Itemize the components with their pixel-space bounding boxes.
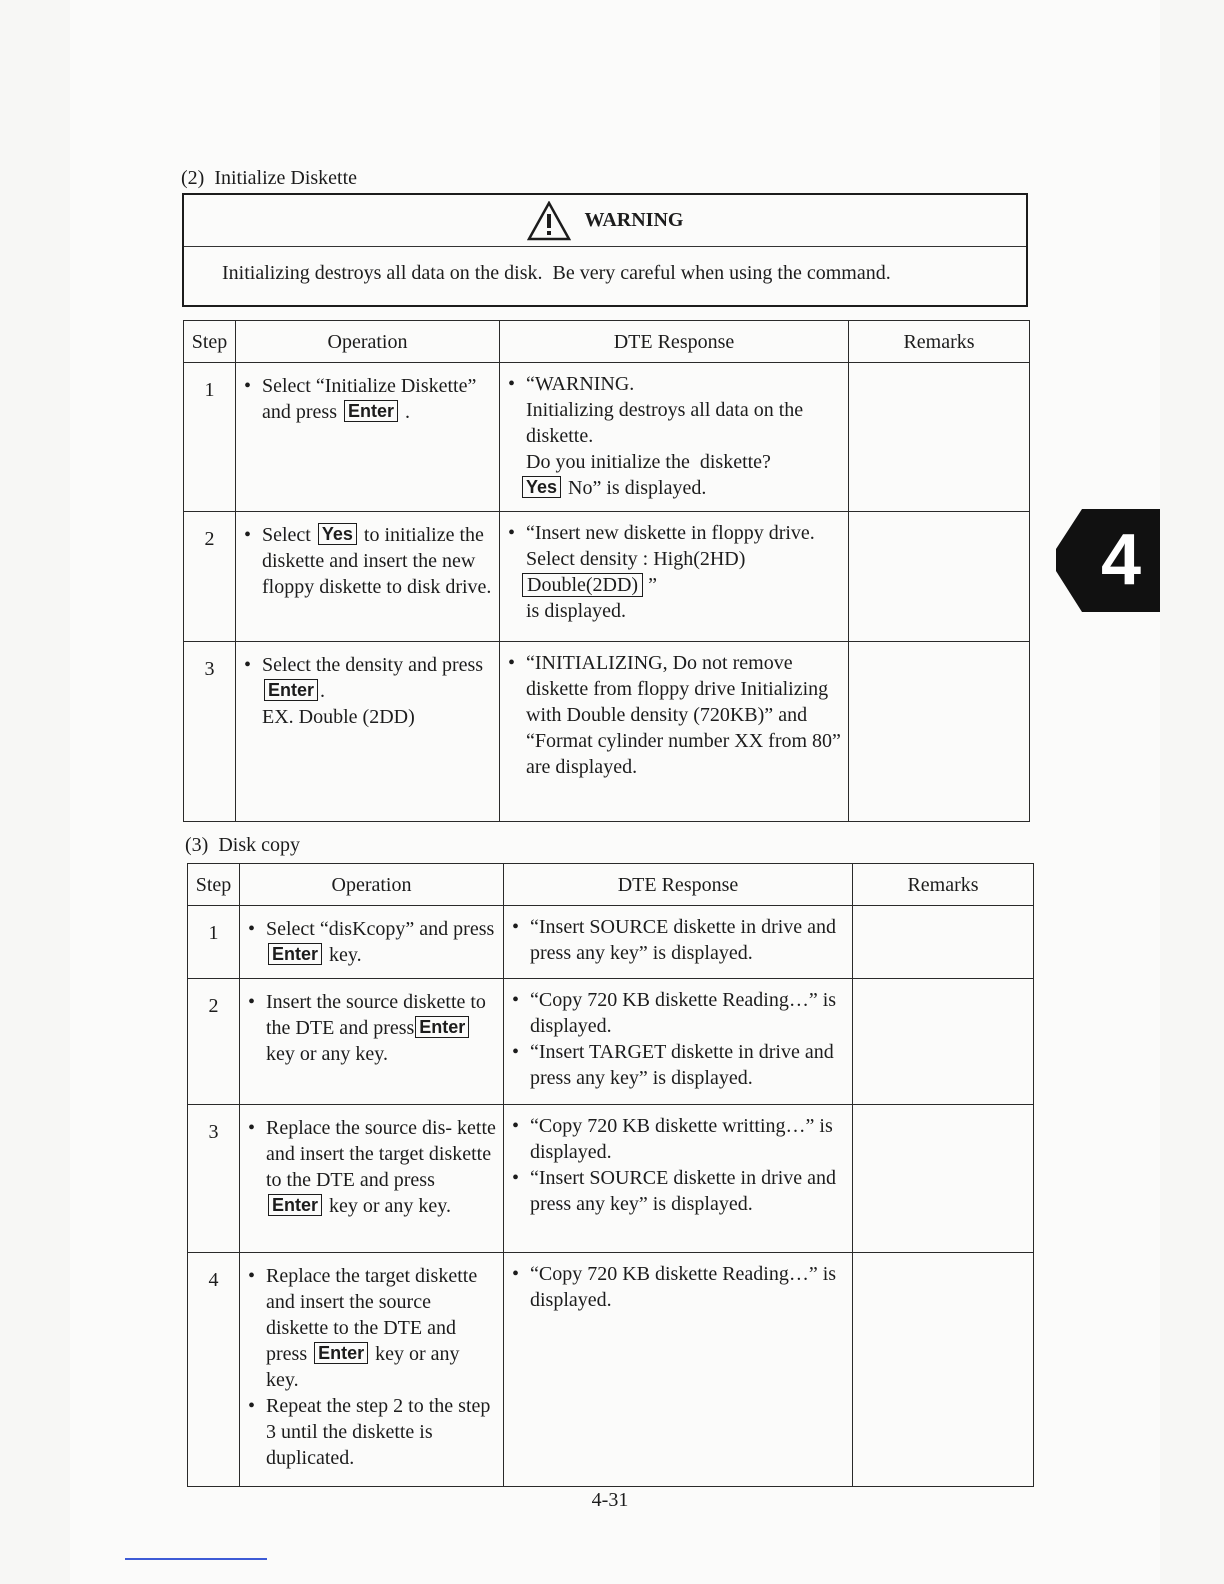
- response-line: “WARNING.: [526, 373, 635, 395]
- operation-text: Select “disKcopy” and press: [266, 918, 495, 940]
- operation-text: Replace the source dis- kette and insert the target diskette to the DTE and press: [266, 1117, 496, 1191]
- warning-triangle-icon: [527, 201, 571, 241]
- warning-text: Initializing destroys all data on the disk. Be very careful when using the command.: [222, 262, 891, 284]
- section-2-title: (2) Initialize Diskette: [181, 167, 358, 189]
- operation-text: key or any key.: [266, 1043, 388, 1065]
- remarks-cell: [853, 979, 1034, 1105]
- chapter-tab-marker: [1056, 509, 1160, 612]
- operation-text: .: [405, 401, 410, 423]
- operation-text: Repeat the step 2 to the step 3 until the diskette is duplicated.: [266, 1395, 491, 1469]
- yes-key-label: Yes: [318, 523, 357, 545]
- operation-cell: • Select the density and press Enter . EX. Double (2DD): [236, 642, 500, 822]
- table-row: [188, 906, 1034, 979]
- page-number: 4-31: [591, 1489, 629, 1511]
- response-text: “Insert TARGET diskette in drive and press any key” is displayed.: [530, 1041, 834, 1089]
- response-cell: • “Insert SOURCE diskette in drive and press any key” is displayed.: [504, 906, 853, 979]
- remarks-cell: [849, 642, 1030, 822]
- operation-text: Replace the target diskette and insert the source diskette to the DTE and press: [266, 1265, 478, 1365]
- response-cell: • “Insert new diskette in floppy drive. Select density : High(2HD) Double(2DD) ” is displayed.: [500, 512, 849, 642]
- response-line: No” is displayed.: [568, 477, 707, 499]
- enter-key-label: Enter: [268, 1194, 322, 1216]
- header-remarks: Remarks: [853, 864, 1034, 906]
- enter-key-label: Enter: [344, 400, 398, 422]
- header-operation: Operation: [236, 321, 500, 363]
- operation-example: EX. Double (2DD): [262, 706, 415, 728]
- warning-header: [184, 195, 1026, 247]
- response-text: “Insert SOURCE diskette in drive and press any key” is displayed.: [530, 916, 837, 964]
- enter-key-label: Enter: [415, 1016, 469, 1038]
- remarks-cell: [849, 363, 1030, 512]
- step-number: 2: [184, 512, 236, 642]
- warning-box: [182, 193, 1028, 307]
- header-operation: Operation: [240, 864, 504, 906]
- response-text: “Insert SOURCE diskette in drive and press any key” is displayed.: [530, 1167, 837, 1215]
- operation-cell: • Select “disKcopy” and press Enter key.: [240, 906, 504, 979]
- operation-cell: • Select “Initialize Diskette” and press Enter .: [236, 363, 500, 512]
- header-remarks: Remarks: [849, 321, 1030, 363]
- response-cell: • “Copy 720 KB diskette Reading…” is displayed.: [504, 1253, 853, 1487]
- footer-rule: [125, 1558, 267, 1560]
- response-text: “Copy 720 KB diskette writting…” is displayed.: [530, 1115, 833, 1163]
- response-cell: • “INITIALIZING, Do not remove diskette from floppy drive Initializing with Double density (720KB)” and “Format cylinder number XX from 80” are displayed.: [500, 642, 849, 822]
- table-row: [188, 979, 1034, 1105]
- step-number: 4: [188, 1253, 240, 1487]
- warning-heading: WARNING: [584, 209, 684, 231]
- header-dte-response: DTE Response: [500, 321, 849, 363]
- enter-key-label: Enter: [268, 943, 322, 965]
- operation-text: Select “Initialize Diskette” and press: [262, 375, 477, 423]
- initialize-diskette-table: [183, 320, 1030, 822]
- step-number: 1: [188, 906, 240, 979]
- operation-text: to initialize the diskette and insert the new floppy diskette to disk drive.: [262, 524, 492, 598]
- table-row: [188, 1105, 1034, 1253]
- response-cell: • “WARNING. Initializing destroys all data on the diskette. Do you initialize the diskette? Yes No” is displayed.: [500, 363, 849, 512]
- header-dte-response: DTE Response: [504, 864, 853, 906]
- operation-text: key.: [329, 944, 362, 966]
- table-row: [188, 1253, 1034, 1487]
- table-row: [184, 642, 1030, 822]
- response-line: Do you initialize the diskette?: [526, 451, 771, 473]
- remarks-cell: [849, 512, 1030, 642]
- response-line: ”: [648, 574, 657, 596]
- response-text: “INITIALIZING, Do not remove diskette from floppy drive Initializing with Double density (720KB)” and “Format cylinder number XX from 80” are displayed.: [526, 652, 841, 778]
- enter-key-label: Enter: [264, 679, 318, 701]
- response-line: “Insert new diskette in floppy drive.: [526, 522, 815, 544]
- response-line: is displayed.: [526, 600, 626, 622]
- operation-cell: • Insert the source diskette to the DTE and press Enter key or any key.: [240, 979, 504, 1105]
- step-number: 3: [184, 642, 236, 822]
- remarks-cell: [853, 906, 1034, 979]
- yes-key-label: Yes: [522, 476, 561, 498]
- operation-text: Select the density and press: [262, 654, 484, 676]
- operation-text: Insert the source diskette to the DTE and press: [266, 991, 486, 1039]
- response-line: Select density : High(2HD): [526, 548, 746, 570]
- response-line: Initializing destroys all data on the: [526, 399, 804, 421]
- header-step: Step: [188, 864, 240, 906]
- operation-text: key or any key.: [266, 1343, 460, 1391]
- operation-text: Select: [262, 524, 311, 546]
- response-text: “Copy 720 KB diskette Reading…” is displayed.: [530, 1263, 837, 1311]
- response-line: diskette.: [526, 425, 594, 447]
- double-density-option: Double(2DD): [522, 573, 643, 597]
- step-number: 1: [184, 363, 236, 512]
- remarks-cell: [853, 1105, 1034, 1253]
- response-cell: • “Copy 720 KB diskette writting…” is displayed. • “Insert SOURCE diskette in drive and press any key” is displayed.: [504, 1105, 853, 1253]
- disk-copy-table: [187, 863, 1034, 1487]
- operation-cell: • Replace the source dis- kette and insert the target diskette to the DTE and press Enter key or any key.: [240, 1105, 504, 1253]
- response-text: “Copy 720 KB diskette Reading…” is displayed.: [530, 989, 837, 1037]
- table-row: [184, 512, 1030, 642]
- chapter-number: 4: [1100, 520, 1142, 600]
- step-number: 2: [188, 979, 240, 1105]
- table-row: [184, 363, 1030, 512]
- enter-key-label: Enter: [314, 1342, 368, 1364]
- response-cell: • “Copy 720 KB diskette Reading…” is displayed. • “Insert TARGET diskette in drive and press any key” is displayed.: [504, 979, 853, 1105]
- operation-text: .: [320, 680, 326, 702]
- step-number: 3: [188, 1105, 240, 1253]
- operation-cell: • Replace the target diskette and insert the source diskette to the DTE and press Enter key or any key. • Repeat the step 2 to the step 3 until the diskette is duplicated.: [240, 1253, 504, 1487]
- operation-text: key or any key.: [329, 1195, 452, 1217]
- section-3-title: (3) Disk copy: [185, 834, 300, 856]
- remarks-cell: [853, 1253, 1034, 1487]
- operation-cell: • Select Yes to initialize the diskette and insert the new floppy diskette to disk drive.: [236, 512, 500, 642]
- header-step: Step: [184, 321, 236, 363]
